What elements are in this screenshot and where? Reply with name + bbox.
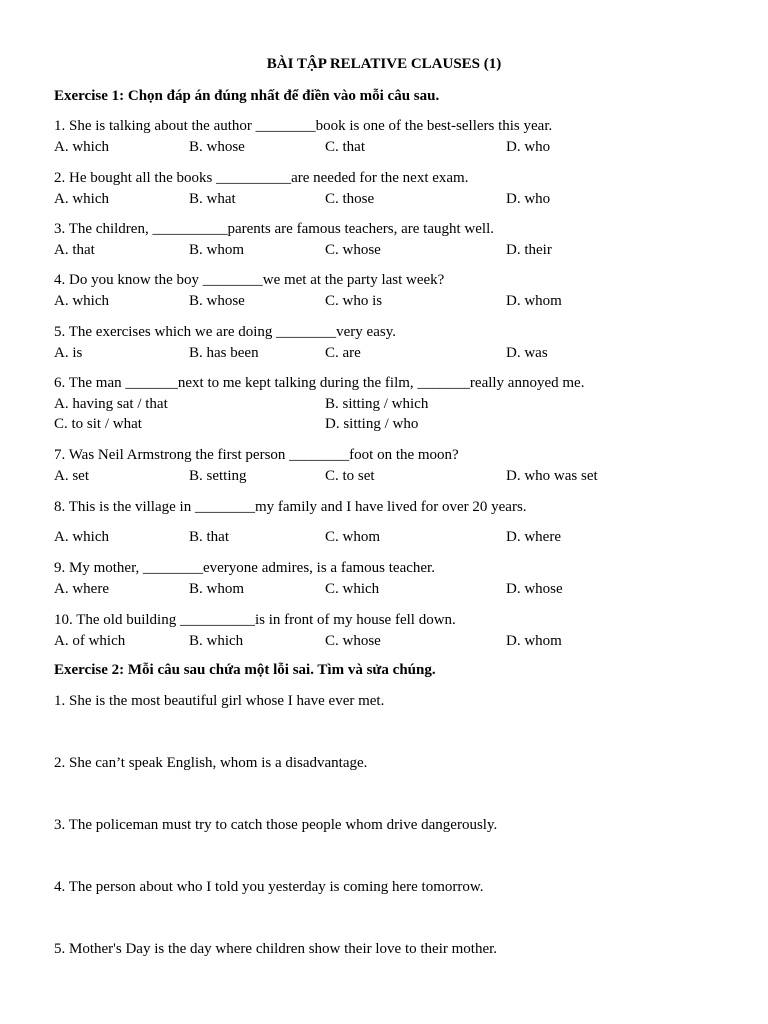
option-b: B. that: [189, 529, 229, 545]
error-sentence-4: 4. The person about who I told you yesterday is coming here tomorrow.: [54, 879, 484, 895]
option-d: D. who: [506, 191, 551, 207]
question-6-options-row-2: [54, 414, 734, 434]
exercise-1-heading: Exercise 1: Chọn đáp án đúng nhất để điền vào mỗi câu sau.: [54, 88, 440, 104]
question-6-options-row-1: [54, 394, 734, 414]
option-a: A. which: [54, 191, 109, 207]
option-d: D. whom: [506, 293, 562, 309]
question-4: 4. Do you know the boy ________we met at the party last week?: [54, 272, 445, 288]
option-b: B. what: [189, 191, 236, 207]
option-d: D. was: [506, 345, 548, 361]
question-1-options: [54, 137, 734, 157]
option-c: C. whom: [325, 529, 381, 545]
option-c: C. which: [325, 581, 380, 597]
option-d: D. who was set: [506, 468, 598, 484]
option-c: C. that: [325, 139, 365, 155]
option-a: A. where: [54, 581, 109, 597]
error-sentence-5: 5. Mother's Day is the day where children show their love to their mother.: [54, 941, 498, 957]
option-d: D. where: [506, 529, 561, 545]
question-10-options: [54, 631, 734, 651]
option-b: B. sitting / which: [325, 396, 429, 412]
option-c: C. to sit / what: [54, 416, 142, 432]
option-c: C. whose: [325, 242, 381, 258]
question-3-options: [54, 240, 734, 260]
question-8-options: [54, 527, 734, 547]
question-4-options: [54, 291, 734, 311]
option-a: A. that: [54, 242, 95, 258]
option-a: A. set: [54, 468, 89, 484]
option-b: B. which: [189, 633, 244, 649]
option-b: B. whose: [189, 293, 245, 309]
error-sentence-2: 2. She can’t speak English, whom is a disadvantage.: [54, 755, 368, 771]
option-d: D. their: [506, 242, 552, 258]
question-1: 1. She is talking about the author ________book is one of the best-sellers this year.: [54, 118, 553, 134]
page-title: BÀI TẬP RELATIVE CLAUSES (1): [266, 56, 502, 72]
question-9: 9. My mother, ________everyone admires, is a famous teacher.: [54, 560, 435, 576]
option-c: C. whose: [325, 633, 381, 649]
option-a: A. which: [54, 139, 109, 155]
option-c: C. are: [325, 345, 361, 361]
question-5-options: [54, 343, 734, 363]
option-d: D. sitting / who: [325, 416, 419, 432]
option-a: A. which: [54, 529, 109, 545]
option-d: D. whom: [506, 633, 562, 649]
option-a: A. which: [54, 293, 109, 309]
option-a: A. having sat / that: [54, 396, 168, 412]
option-c: C. who is: [325, 293, 383, 309]
question-2-options: [54, 189, 734, 209]
option-a: A. is: [54, 345, 83, 361]
option-b: B. whose: [189, 139, 245, 155]
question-5: 5. The exercises which we are doing ________very easy.: [54, 324, 396, 340]
question-8: 8. This is the village in ________my family and I have lived for over 20 years.: [54, 499, 527, 515]
option-c: C. those: [325, 191, 375, 207]
question-7: 7. Was Neil Armstrong the first person ________foot on the moon?: [54, 447, 459, 463]
option-b: B. has been: [189, 345, 259, 361]
option-b: B. whom: [189, 581, 245, 597]
question-2: 2. He bought all the books __________are needed for the next exam.: [54, 170, 469, 186]
question-10: 10. The old building __________is in front of my house fell down.: [54, 612, 456, 628]
question-3: 3. The children, __________parents are famous teachers, are taught well.: [54, 221, 494, 237]
option-c: C. to set: [325, 468, 375, 484]
question-9-options: [54, 579, 734, 599]
error-sentence-1: 1. She is the most beautiful girl whose I have ever met.: [54, 693, 385, 709]
error-sentence-3: 3. The policeman must try to catch those people whom drive dangerously.: [54, 817, 498, 833]
option-b: B. whom: [189, 242, 245, 258]
question-6: 6. The man _______next to me kept talking during the film, _______really annoyed me.: [54, 375, 585, 391]
option-d: D. who: [506, 139, 551, 155]
option-b: B. setting: [189, 468, 247, 484]
exercise-2-heading: Exercise 2: Mỗi câu sau chứa một lỗi sai. Tìm và sửa chúng.: [54, 662, 436, 678]
option-a: A. of which: [54, 633, 126, 649]
question-7-options: [54, 466, 734, 486]
option-d: D. whose: [506, 581, 563, 597]
